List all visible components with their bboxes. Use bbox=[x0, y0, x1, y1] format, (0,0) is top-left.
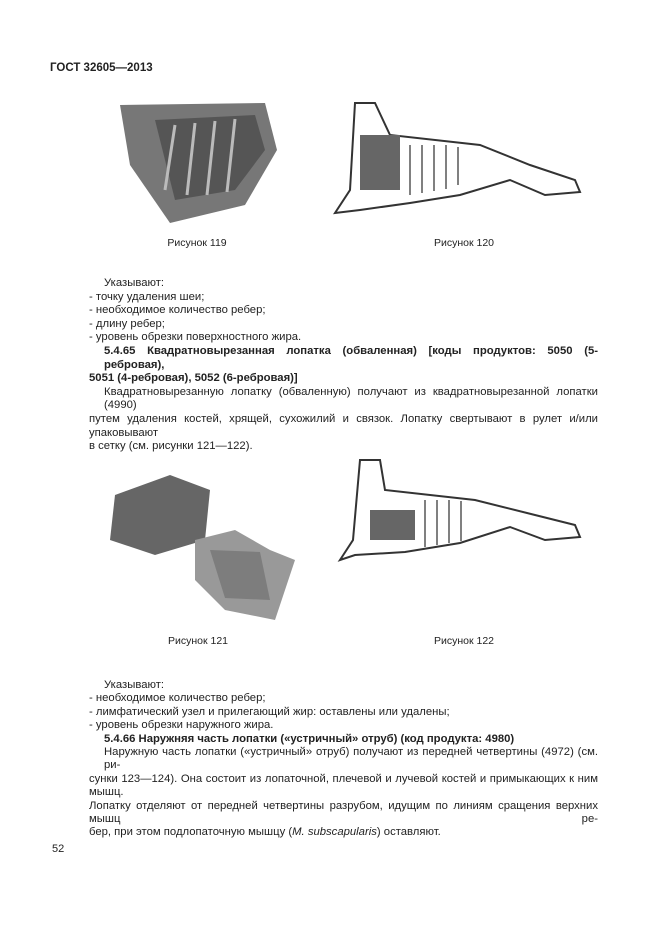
figure-120-image bbox=[330, 95, 590, 220]
list-intro: Указывают: bbox=[104, 277, 165, 289]
figure-122-image bbox=[335, 455, 590, 570]
section-heading-5-4-65-cont: 5051 (4-ребровая), 5052 (6-ребровая)] bbox=[89, 372, 298, 385]
list-item: - уровень обрезки поверхностного жира. bbox=[89, 331, 302, 344]
page-number: 52 bbox=[52, 843, 65, 855]
paragraph-line: Квадратновырезанную лопатку (обваленную) получают из квадратновырезанной лопатки (4990) bbox=[104, 385, 598, 412]
paragraph-line: путем удаления костей, хрящей, сухожилий и связок. Лопатку свертывают в рулет и/или упаковывают bbox=[89, 412, 598, 439]
document-header: ГОСТ 32605—2013 bbox=[50, 62, 153, 74]
section-heading-5-4-65: 5.4.65 Квадратновырезанная лопатка (обваленная) [коды продуктов: 5050 (5-ребровая), bbox=[104, 344, 598, 371]
paragraph-text: бер, при этом подлопаточную мышцу ( bbox=[89, 826, 293, 839]
figure-119-image bbox=[95, 95, 285, 230]
list-intro: Указывают: bbox=[104, 679, 165, 691]
paragraph-line: Наружную часть лопатки («устричный» отруб) получают из передней четвертины (4972) (см. ри- bbox=[104, 746, 598, 772]
figure-119-caption: Рисунок 119 bbox=[167, 237, 227, 249]
figure-120-caption: Рисунок 120 bbox=[433, 237, 495, 249]
figure-122-caption: Рисунок 122 bbox=[433, 635, 495, 647]
list-item: - необходимое количество ребер; bbox=[89, 692, 266, 705]
list-item: - уровень обрезки наружного жира. bbox=[89, 719, 274, 732]
latin-term: M. subscapularis bbox=[292, 826, 377, 839]
figure-121-caption: Рисунок 121 bbox=[167, 635, 229, 647]
paragraph-line: в сетку (см. рисунки 121—122). bbox=[89, 440, 253, 453]
paragraph-line-last bbox=[89, 826, 598, 839]
list-item: - лимфатический узел и прилегающий жир: оставлены или удалены; bbox=[89, 705, 450, 718]
paragraph-line: Лопатку отделяют от передней четвертины разрубом, идущим по линиям сращения верхних мышц ре- bbox=[89, 799, 598, 826]
list-item: - точку удаления шеи; bbox=[89, 290, 205, 303]
list-item: - длину ребер; bbox=[89, 317, 165, 330]
figure-121-image bbox=[95, 470, 305, 630]
text-block-1 bbox=[89, 277, 598, 454]
section-heading-5-4-66: 5.4.66 Наружняя часть лопатки («устричный» отруб) (код продукта: 4980) bbox=[104, 732, 515, 745]
paragraph-line: сунки 123—124). Она состоит из лопаточной, плечевой и лучевой костей и примыкающих к ним мышц. bbox=[89, 772, 598, 799]
text-block-2 bbox=[89, 679, 598, 840]
list-item: - необходимое количество ребер; bbox=[89, 304, 266, 317]
paragraph-text: ) оставляют. bbox=[376, 826, 441, 839]
